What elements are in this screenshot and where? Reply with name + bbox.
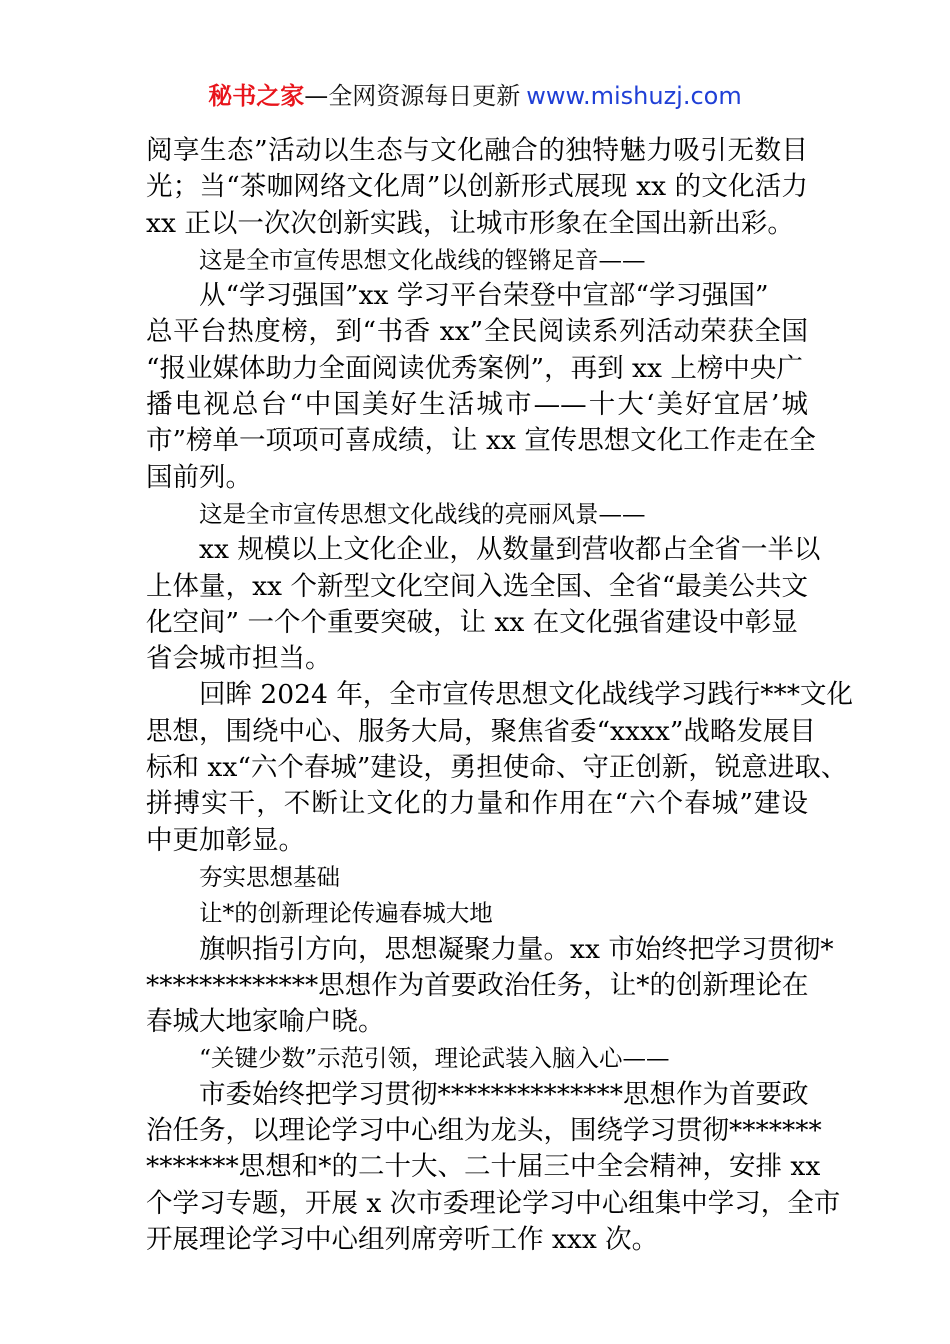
text-line: 春城大地家喻户晓。 bbox=[146, 1006, 385, 1038]
page-header bbox=[0, 80, 950, 112]
site-url[interactable]: www.mishuzj.com bbox=[526, 82, 742, 110]
text-line: 播电视总台“中国美好生活城市——十大‘美好宜居’城 bbox=[146, 389, 808, 421]
section-heading: “关键少数”示范引领，理论武装入脑入心—— bbox=[199, 1044, 670, 1073]
text-line: 总平台热度榜，到“书香 xx”全民阅读系列活动荣获全国 bbox=[146, 316, 808, 348]
text-line: 市委始终把学习贯彻**************思想作为首要政 bbox=[199, 1078, 809, 1110]
text-line: 回眸 2024 年，全市宣传思想文化战线学习践行***文化 bbox=[199, 679, 854, 711]
text-line: 阅享生态”活动以生态与文化融合的独特魅力吸引无数目 bbox=[146, 135, 808, 166]
text-line: 旗帜指引方向，思想凝聚力量。xx 市始终把学习贯彻* bbox=[199, 933, 834, 965]
text-line: 开展理论学习中心组列席旁听工作 xxx 次。 bbox=[146, 1223, 659, 1255]
text-line: “报业媒体助力全面阅读优秀案例”，再到 xx 上榜中央广 bbox=[146, 352, 803, 384]
text-line: xx 正以一次次创新实践，让城市形象在全国出新出彩。 bbox=[146, 207, 794, 239]
section-subheading: 让*的创新理论传遍春城大地 bbox=[199, 899, 493, 928]
text-line: 市”榜单一项项可喜成绩，让 xx 宣传思想文化工作走在全 bbox=[146, 425, 816, 457]
section-heading: 夯实思想基础 bbox=[199, 862, 340, 891]
text-line: 上体量，xx 个新型文化空间入选全国、全省“最美公共文 bbox=[146, 570, 808, 602]
text-line: 思想，围绕中心、服务大局，聚焦省委“xxxx”战略发展目 bbox=[146, 715, 816, 747]
text-line: 从“学习强国”xx 学习平台荣登中宣部“学习强国” bbox=[199, 280, 769, 312]
text-line: 标和 xx“六个春城”建设，勇担使命、守正创新，锐意进取、 bbox=[146, 752, 848, 784]
section-heading: 这是全市宣传思想文化战线的亮丽风景—— bbox=[199, 499, 646, 528]
text-line: *******思想和*的二十大、二十届三中全会精神，安排 xx bbox=[146, 1151, 821, 1183]
header-tagline: —全网资源每日更新 bbox=[304, 82, 521, 110]
text-line: 省会城市担当。 bbox=[146, 643, 332, 675]
text-line: 治任务，以理论学习中心组为龙头，围绕学习贯彻******* bbox=[146, 1115, 822, 1147]
text-line: 个学习专题，开展 x 次市委理论学习中心组集中学习，全市 bbox=[146, 1187, 841, 1219]
section-heading: 这是全市宣传思想文化战线的铿锵足音—— bbox=[199, 245, 646, 274]
text-line: xx 规模以上文化企业，从数量到营收都占全省一半以 bbox=[199, 534, 821, 566]
text-line: 国前列。 bbox=[146, 461, 252, 493]
text-line: 中更加彰显。 bbox=[146, 824, 305, 856]
text-line: 化空间” 一个个重要突破，让 xx 在文化强省建设中彰显 bbox=[146, 606, 798, 638]
text-line: *************思想作为首要政治任务，让*的创新理论在 bbox=[146, 969, 809, 1001]
brand-name: 秘书之家 bbox=[208, 82, 305, 110]
document-body bbox=[146, 133, 854, 1258]
text-line: 光；当“茶咖网络文化周”以创新形式展现 xx 的文化活力 bbox=[146, 171, 808, 203]
text-line: 拼搏实干，不断让文化的力量和作用在“六个春城”建设 bbox=[146, 788, 808, 820]
